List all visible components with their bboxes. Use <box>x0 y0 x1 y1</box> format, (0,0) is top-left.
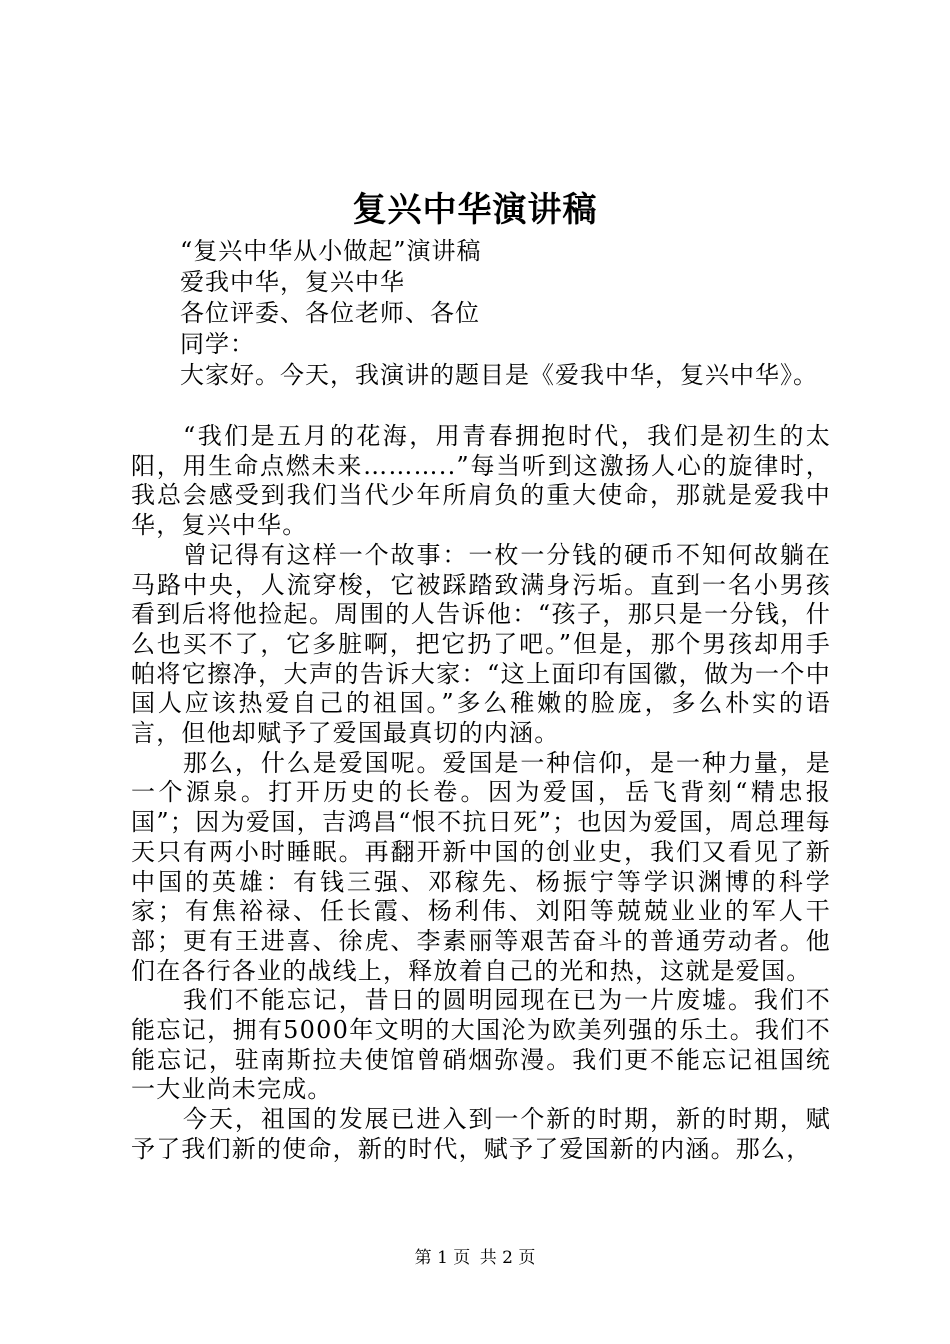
page-total: 共 2 页 <box>479 1248 536 1268</box>
page-number: 第 1 页 <box>414 1248 471 1268</box>
page-footer <box>0 1246 950 1270</box>
speech-body <box>131 422 831 1165</box>
salutation-line-1: 各位评委、各位老师、各位 <box>180 299 480 327</box>
paragraph: 我们不能忘记，昔日的圆明园现在已为一片废墟。我们不能忘记，拥有5000年文明的大国沦为欧美列强的乐土。我们不能忘记，驻南斯拉夫使馆曾硝烟弥漫。我们更不能忘记祖国统一大业尚未完成。 <box>131 986 831 1104</box>
salutation-line-2: 同学： <box>180 330 255 358</box>
paragraph: 今天，祖国的发展已进入到一个新的时期，新的时期，赋予了我们新的使命，新的时代，赋予了爱国新的内涵。那么， <box>131 1105 831 1163</box>
greeting-line: 大家好。今天，我演讲的题目是《爱我中华，复兴中华》。 <box>180 361 818 389</box>
speech-subtitle: “复兴中华从小做起”演讲稿 <box>180 237 482 265</box>
paragraph: “我们是五月的花海，用青春拥抱时代，我们是初生的太阳，用生命点燃未来………..”每当听到这激扬人心的旋律时，我总会感受到我们当代少年所肩负的重大使命，那就是爱我中华，复兴中华。 <box>131 422 831 540</box>
paragraph: 那么，什么是爱国呢。爱国是一种信仰，是一种力量，是一个源泉。打开历史的长卷。因为爱国，岳飞背刻“精忠报国”；因为爱国，吉鸿昌“恨不抗日死”；也因为爱国，周总理每天只有两小时睡眠。再翻开新中国的创业史，我们又看见了新中国的英雄：有钱三强、邓稼先、杨振宁等学识渊博的科学家；有焦裕禄、任长霞、杨利伟、刘阳等兢兢业业的军人干部；更有王进喜、徐虎、李素丽等艰苦奋斗的普通劳动者。他们在各行各业的战线上，释放着自己的光和热，这就是爱国。 <box>131 748 831 985</box>
document-title: 复兴中华演讲稿 <box>352 190 598 230</box>
speech-theme-line: 爱我中华，复兴中华 <box>180 268 405 296</box>
paragraph: 曾记得有这样一个故事：一枚一分钱的硬币不知何故躺在马路中央，人流穿梭，它被踩踏致满身污垢。直到一名小男孩看到后将他捡起。周围的人告诉他：“孩子，那只是一分钱，什么也买不了，它多脏啊，把它扔了吧。”但是，那个男孩却用手帕将它擦净，大声的告诉大家：“这上面印有国徽，做为一个中国人应该热爱自己的祖国。”多么稚嫩的脸庞，多么朴实的语言，但他却赋予了爱国最真切的内涵。 <box>131 540 831 748</box>
speech-header <box>180 236 880 391</box>
